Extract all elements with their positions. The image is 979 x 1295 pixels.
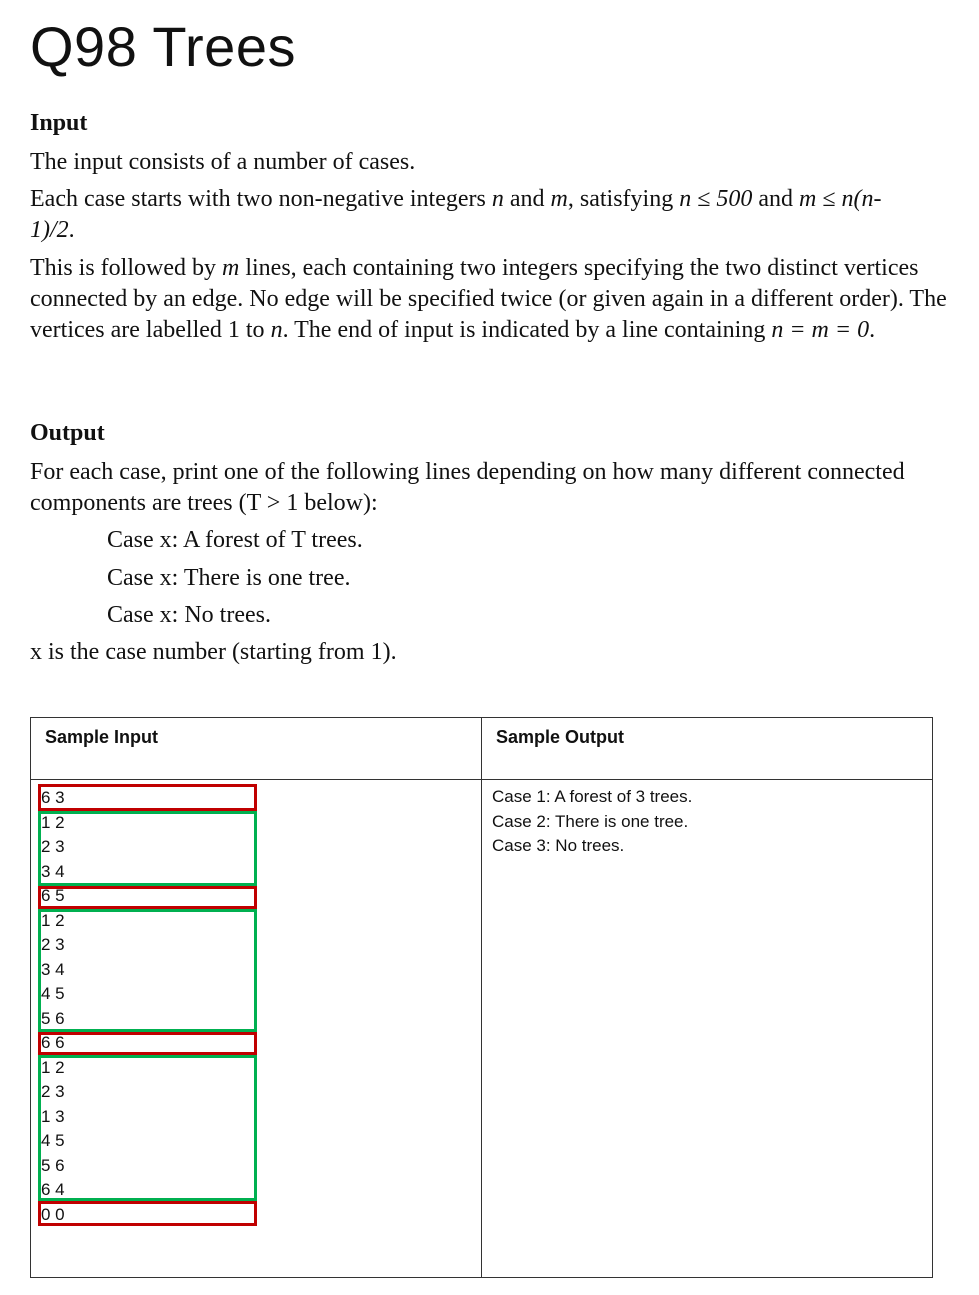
- output-case-one-tree: Case x: There is one tree.: [107, 565, 351, 591]
- terminator-box: [38, 1201, 257, 1226]
- sample-input-cell: [31, 780, 482, 1278]
- sample-table: [30, 717, 933, 1278]
- sample-output-lines: [482, 780, 932, 859]
- sample-input-line: 4 5: [41, 1131, 65, 1150]
- sample-input-line: 2 3: [41, 935, 65, 954]
- output-paragraph-2: x is the case number (starting from 1).: [30, 639, 397, 665]
- case-header-box: [38, 1032, 257, 1055]
- sample-output-line: Case 1: A forest of 3 trees.: [492, 787, 693, 806]
- sample-input-line: 5 6: [41, 1155, 65, 1175]
- sample-input-line: 1 2: [41, 1057, 65, 1077]
- case-header-box: [38, 784, 257, 811]
- edge-group-box: [38, 811, 257, 886]
- input-heading: Input: [30, 110, 88, 136]
- sample-input-line: 1 3: [41, 1106, 65, 1126]
- sample-input-line: 2 3: [41, 1082, 65, 1101]
- sample-input-line: 6 5: [41, 886, 65, 905]
- sample-input-header: Sample Input: [45, 727, 159, 747]
- sample-output-header: Sample Output: [496, 727, 625, 747]
- sample-output-header-cell: [482, 718, 933, 780]
- output-heading: Output: [30, 420, 105, 446]
- edge-group-box: [38, 909, 257, 1032]
- sample-input-line: 1 2: [41, 812, 65, 832]
- output-paragraph-1: For each case, print one of the following lines depending on how many different connected components are trees (T > 1 below):: [30, 459, 905, 516]
- sample-input-line: 1 2: [41, 910, 65, 930]
- input-paragraph-3: This is followed by m lines, each containing two integers specifying the two distinct vertices connected by an edge. No edge will be specified twice (or given again in a different order). The vertices are labelled 1 to n. The end of input is indicated by a line containing n = m = 0.: [30, 255, 947, 343]
- sample-input-line: 3 4: [41, 959, 65, 979]
- input-paragraph-1: The input consists of a number of cases.: [30, 149, 416, 175]
- sample-input-line: 6 4: [41, 1180, 65, 1199]
- sample-input-line: 0 0: [41, 1204, 65, 1224]
- page-title: Q98 Trees: [30, 15, 296, 78]
- sample-input-header-cell: [31, 718, 482, 780]
- input-paragraph-2: Each case starts with two non-negative integers n and m, satisfying n ≤ 500 and m ≤ n(n- 1)/2.: [30, 186, 882, 243]
- sample-input-line: 4 5: [41, 984, 65, 1003]
- output-case-no-trees: Case x: No trees.: [107, 602, 271, 628]
- sample-input-line: 2 3: [41, 837, 65, 856]
- edge-group-box: [38, 1055, 257, 1201]
- sample-input-line: 3 4: [41, 861, 65, 881]
- sample-input-line: 6 6: [41, 1033, 65, 1052]
- sample-output-cell: [482, 780, 933, 1278]
- sample-output-line: Case 2: There is one tree.: [492, 811, 689, 831]
- case-header-box: [38, 886, 257, 909]
- sample-input-line: 5 6: [41, 1008, 65, 1028]
- sample-output-line: Case 3: No trees.: [492, 836, 625, 855]
- sample-input-line: 6 3: [41, 788, 65, 807]
- output-case-forest: Case x: A forest of T trees.: [107, 527, 363, 553]
